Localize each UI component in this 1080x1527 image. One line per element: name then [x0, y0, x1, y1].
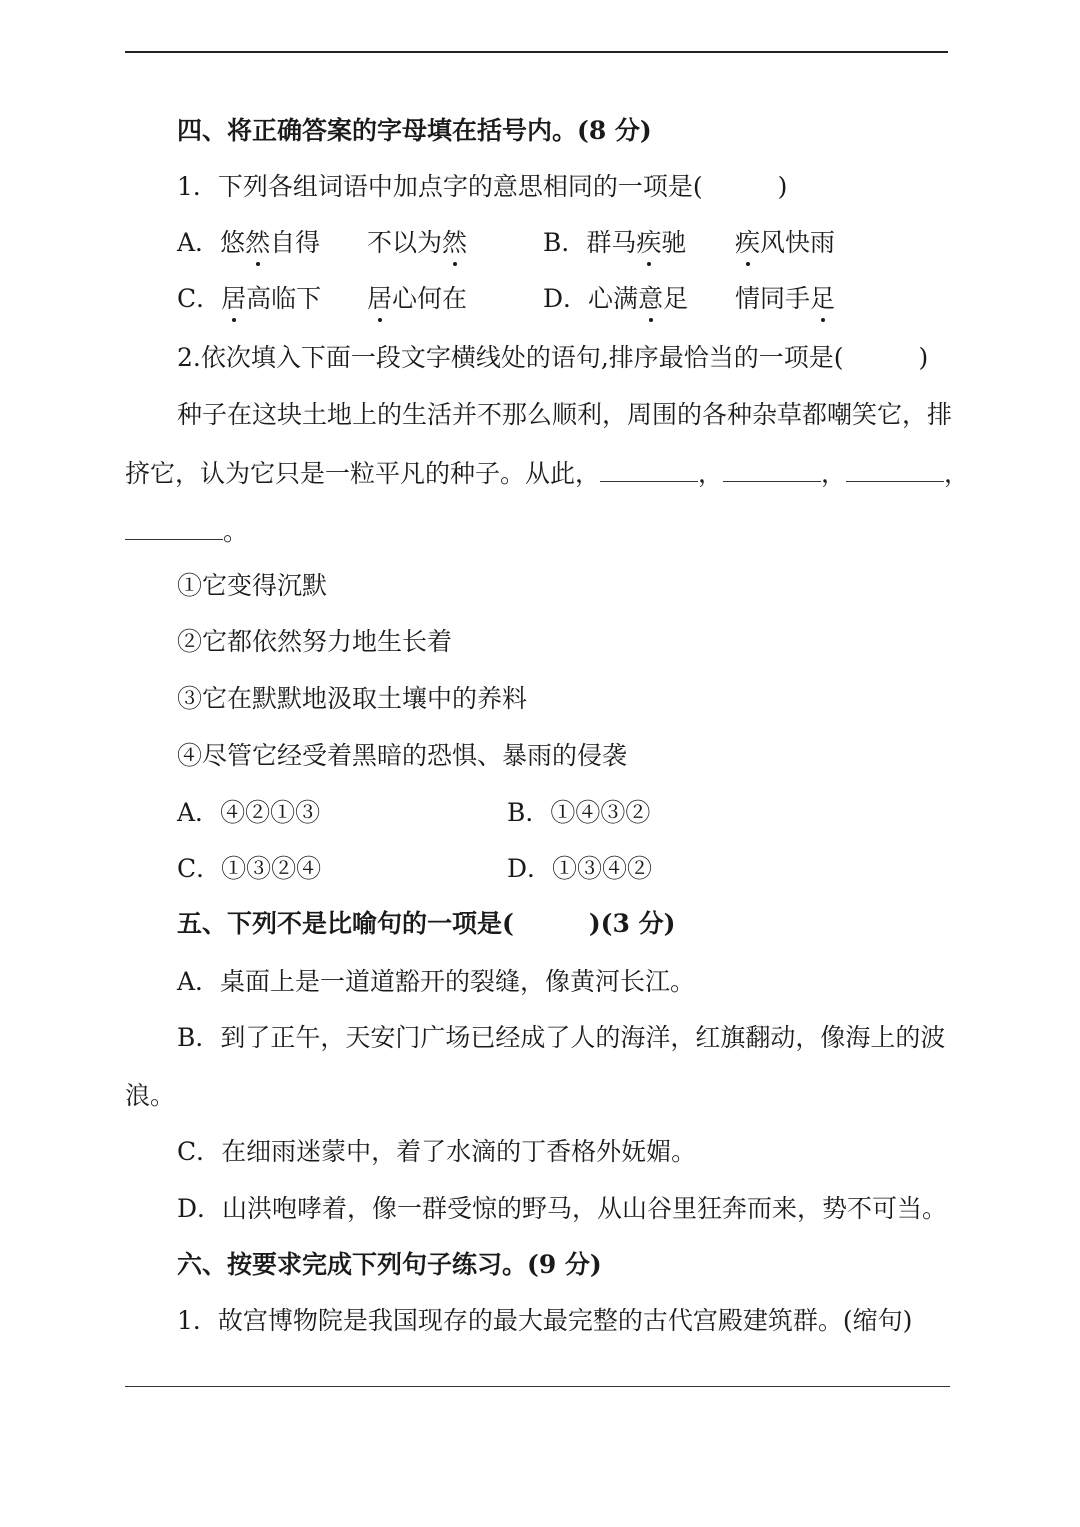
- choice-value: ①④③②: [550, 798, 651, 827]
- passage-line-2: [125, 457, 969, 491]
- dotted-char: 居: [367, 282, 392, 316]
- q2-choice-b: [507, 796, 650, 830]
- option-letter: C．: [177, 854, 222, 883]
- q1-option-b: [543, 226, 686, 260]
- q2-choice-a: [177, 796, 320, 830]
- option-letter: B．: [507, 798, 551, 827]
- word-part: 心何在: [392, 284, 468, 313]
- word-part: 足: [663, 284, 689, 313]
- top-rule: [125, 51, 948, 53]
- sentence-item-3: ③它在默默地汲取土壤中的养料: [177, 684, 528, 713]
- dotted-char: 足: [810, 282, 835, 316]
- choice-value: ①③④②: [552, 854, 653, 883]
- word-part: 不以为: [367, 228, 443, 257]
- section-6-heading: 六、按要求完成下列句子练习。(9 分): [177, 1250, 602, 1279]
- section-5-heading: 五、下列不是比喻句的一项是( )(3 分): [177, 909, 676, 938]
- s5-option-a: A．桌面上是一道道豁开的裂缝，像黄河长江。: [177, 967, 696, 996]
- option-letter: B．: [543, 228, 587, 257]
- q1-option-c: [177, 282, 321, 316]
- q2-choice-c: [177, 852, 321, 886]
- dotted-char: 居: [221, 282, 246, 316]
- word-part: 情同手: [735, 284, 811, 313]
- question-2-stem: 2.依次填入下面一段文字横线处的语句,排序最恰当的一项是( ): [177, 343, 929, 372]
- q1-option-b-word2: [735, 226, 835, 260]
- fill-blank-1[interactable]: [600, 459, 698, 482]
- fill-blank-4[interactable]: [125, 517, 223, 540]
- word-part: 高临下: [246, 284, 322, 313]
- q1-option-d-word2: [735, 282, 835, 316]
- s6-question-1: 1．故宫博物院是我国现存的最大最完整的古代宫殿建筑群。(缩句): [177, 1306, 913, 1335]
- word-part: 悠: [220, 228, 246, 257]
- sentence-item-2: ②它都依然努力地生长着: [177, 627, 453, 656]
- sentence-item-1: ①它变得沉默: [177, 571, 328, 600]
- choice-value: ①③②④: [221, 854, 322, 883]
- option-letter: A．: [177, 798, 221, 827]
- comma: ，: [821, 459, 847, 488]
- word-part: 自得: [270, 228, 321, 257]
- q2-choice-d: [507, 852, 652, 886]
- period: 。: [223, 517, 249, 546]
- answer-line[interactable]: [125, 1386, 950, 1387]
- passage-text: 挤它，认为它只是一粒平凡的种子。从此，: [125, 459, 601, 488]
- s5-option-c: C．在细雨迷蒙中，着了水滴的丁香格外妩媚。: [177, 1137, 697, 1166]
- dotted-char: 疾: [735, 226, 760, 260]
- comma: ，: [698, 459, 724, 488]
- passage-line-3: [125, 515, 248, 549]
- dotted-char: 意: [638, 282, 663, 316]
- q1-option-a-word2: [367, 226, 467, 260]
- s5-option-b-line1: B．到了正午，天安门广场已经成了人的海洋，红旗翻动，像海上的波: [177, 1023, 946, 1052]
- fill-blank-3[interactable]: [846, 459, 944, 482]
- option-letter: D．: [543, 284, 589, 313]
- s5-option-d: D．山洪咆哮着，像一群受惊的野马，从山谷里狂奔而来，势不可当。: [177, 1194, 948, 1223]
- dotted-char: 然: [245, 226, 270, 260]
- choice-value: ④②①③: [220, 798, 321, 827]
- option-letter: A．: [177, 228, 221, 257]
- q1-option-c-word2: [367, 282, 467, 316]
- dotted-char: 然: [442, 226, 467, 260]
- word-part: 群马: [586, 228, 637, 257]
- q1-option-a: [177, 226, 320, 260]
- passage-line-1: 种子在这块土地上的生活并不那么顺利，周围的各种杂草都嘲笑它，排: [177, 400, 953, 429]
- sentence-item-4: ④尽管它经受着黑暗的恐惧、暴雨的侵袭: [177, 741, 628, 770]
- question-1-stem: 1．下列各组词语中加点字的意思相同的一项是( ): [177, 172, 788, 201]
- word-part: 心满: [588, 284, 639, 313]
- option-letter: C．: [177, 284, 222, 313]
- option-letter: D．: [507, 854, 553, 883]
- fill-blank-2[interactable]: [723, 459, 821, 482]
- comma: ，: [944, 459, 970, 488]
- dotted-char: 疾: [636, 226, 661, 260]
- section-4-heading: 四、将正确答案的字母填在括号内。(8 分): [177, 116, 652, 145]
- word-part: 驰: [661, 228, 687, 257]
- word-part: 风快雨: [760, 228, 836, 257]
- s5-option-b-line2: 浪。: [125, 1081, 176, 1110]
- q1-option-d: [543, 282, 688, 316]
